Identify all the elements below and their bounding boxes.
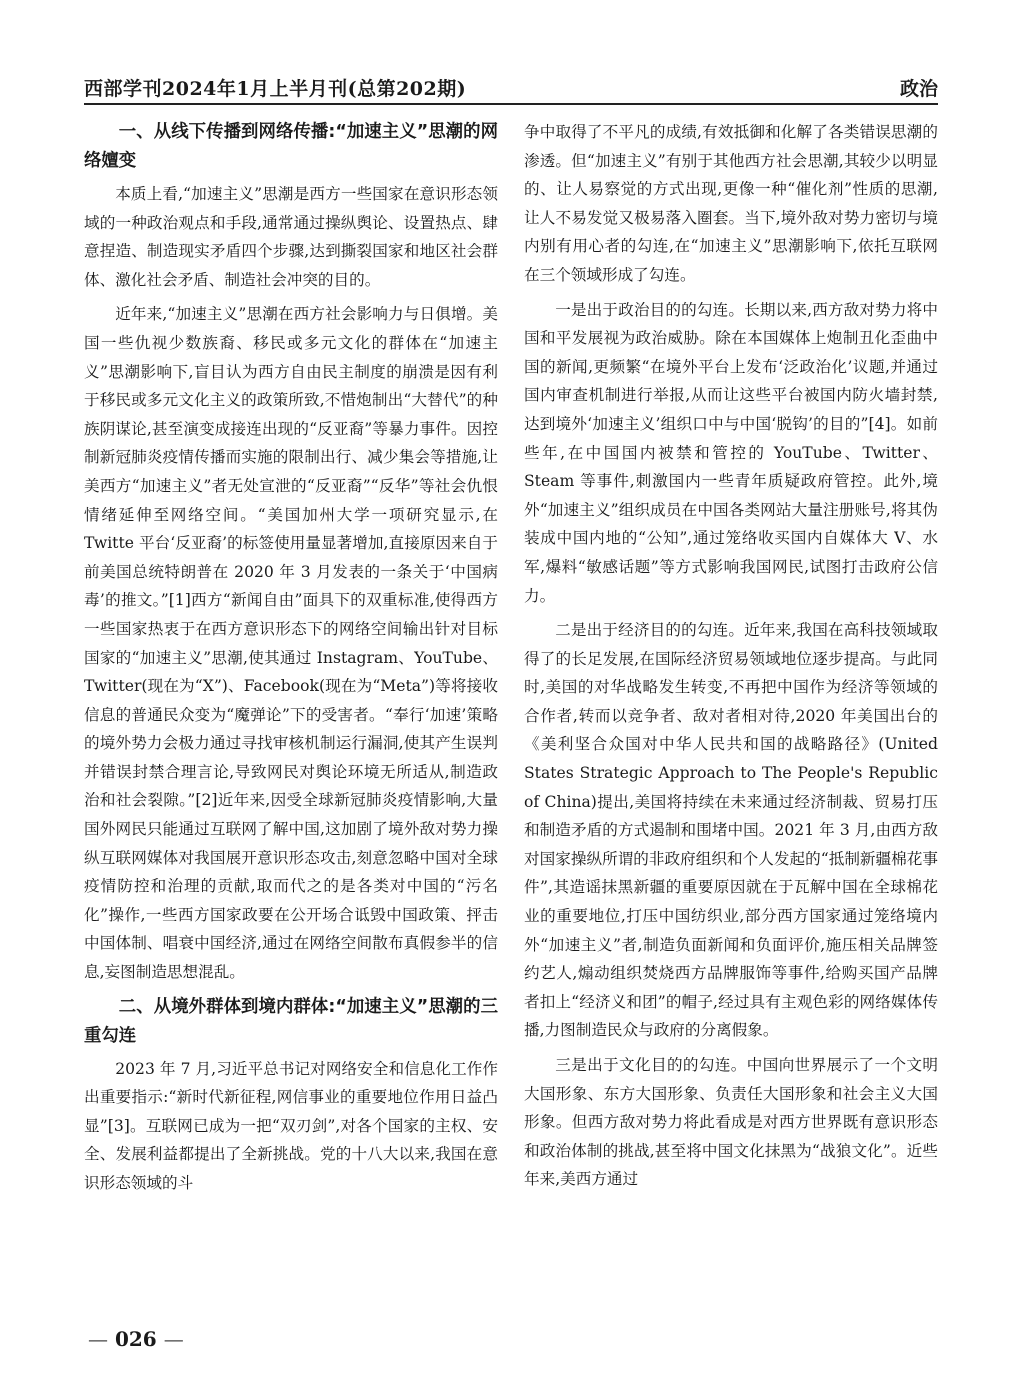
header-rule bbox=[84, 103, 938, 105]
paragraph-continued: 争中取得了不平凡的成绩,有效抵御和化解了各类错误思潮的渗透。但“加速主义”有别于其他西方社会思潮,其较少以明显的、让人易察觉的方式出现,更像一种“催化剂”性质的思潮,让人不易发觉又极易落入圈套。当下,境外敌对势力密切与境内别有用心者的勾连,在“加速主义”思潮影响下,依托互联网在三个领域形成了勾连。 bbox=[524, 123, 938, 284]
paragraph: 二是出于经济目的的勾连。近年来,我国在高科技领域取得了的长足发展,在国际经济贸易领域地位逐步提高。与此同时,美国的对华战略发生转变,不再把中国作为经济等领域的合作者,转而以竞争者、敌对者相对待,2020 年美国出台的《美利坚合众国对中华人民共和国的战略路径》(United States Strategic Approach to The People's Republic of China)提出,美国将持续在未来通过经济制裁、贸易打压和制造矛盾的方式遏制和围堵中国。2021 年 3 月,由西方敌对国家操纵所谓的非政府组织和个人发起的“抵制新疆棉花事件”,其造谣抹黑新疆的重要原因就在于瓦解中国在全球棉花业的重要地位,打压中国纺织业,部分西方国家通过笼络境内外“加速主义”者,制造负面新闻和负面评价,施压相关品牌签约艺人,煽动组织焚烧西方品牌服饰等事件,给购买国产品牌者扣上“经济义和团”的帽子,经过具有主观色彩的网络媒体传播,力图制造民众与政府的分离假象。 bbox=[524, 621, 938, 1040]
page-footer bbox=[88, 1327, 184, 1351]
running-header bbox=[84, 72, 938, 102]
paragraph: 2023 年 7 月,习近平总书记对网络安全和信息化工作作出重要指示:“新时代新征程,网信事业的重要地位作用日益凸显”[3]。互联网已成为一把“双刃剑”,对各个国家的主权、安全、发展利益都提出了全新挑战。党的十八大以来,我国在意识形态领域的斗 bbox=[84, 1059, 498, 1192]
footer-dash-right: — bbox=[163, 1327, 184, 1351]
journal-title: 西部学刊2024年1月上半月刊(总第202期) bbox=[84, 78, 467, 100]
right-column bbox=[524, 118, 938, 1200]
section-name: 政治 bbox=[899, 78, 938, 100]
section-heading-2: 二、从境外群体到境内群体:“加速主义”思潮的三重勾连 bbox=[84, 996, 498, 1046]
left-column bbox=[84, 118, 498, 1204]
footer-dash-left: — bbox=[88, 1327, 108, 1351]
section-heading-1: 一、从线下传播到网络传播:“加速主义”思潮的网络嬗变 bbox=[84, 122, 498, 171]
paragraph: 本质上看,“加速主义”思潮是西方一些国家在意识形态领域的一种政治观点和手段,通常通过操纵舆论、设置热点、肆意捏造、制造现实矛盾四个步骤,达到撕裂国家和地区社会群体、激化社会矛盾、制造社会冲突的目的。 bbox=[84, 185, 498, 289]
paragraph: 近年来,“加速主义”思潮在西方社会影响力与日俱增。美国一些仇视少数族裔、移民或多元文化的群体在“加速主义”思潮影响下,盲目认为西方自由民主制度的崩溃是因有利于移民或多元文化主义的政策所致,不惜炮制出“大替代”的种族阴谋论,甚至演变成接连出现的“反亚裔”等暴力事件。因控制新冠肺炎疫情传播而实施的限制出行、减少集会等措施,让美西方“加速主义”者无处宣泄的“反亚裔”“反华”等社会仇恨情绪延伸至网络空间。“美国加州大学一项研究显示,在 Twitte 平台‘反亚裔’的标签使用量显著增加,直接原因来自于前美国总统特朗普在 2020 年 3 月发表的一条关于‘中国病毒’的推文。”[1]西方“新闻自由”面具下的双重标准,使得西方一些国家热衷于在西方意识形态下的网络空间输出针对目标国家的“加速主义”思潮,使其通过 Instagram、YouTube、Twitter(现在为“X”)、Facebook(现在为“Meta”)等将接收信息的普通民众变为“魔弹论”下的受害者。“奉行‘加速’策略的境外势力会极力通过寻找审核机制运行漏洞,使其产生误判并错误封禁合理言论,导致网民对舆论环境无所适从,制造政治和社会裂隙。”[2]近年来,因受全球新冠肺炎疫情影响,大量国外网民只能通过互联网了解中国,这加剧了境外敌对势力操纵互联网媒体对我国展开意识形态攻击,刻意忽略中国对全球疫情防控和治理的贡献,取而代之的是各类对中国的“污名化”操作,一些西方国家政要在公开场合诋毁中国政策、抨击中国体制、唱衰中国经济,通过在网络空间散布真假参半的信息,妄图制造思想混乱。 bbox=[84, 305, 498, 982]
paragraph: 一是出于政治目的的勾连。长期以来,西方敌对势力将中国和平发展视为政治威胁。除在本国媒体上炮制丑化歪曲中国的新闻,更频繁“在境外平台上发布‘泛政治化’议题,并通过国内审查机制进行举报,从而让这些平台被国内防火墙封禁,达到境外‘加速主义’组织口中与中国‘脱钩’的目的”[4]。如前些年,在中国国内被禁和管控的 YouTube、Twitter、Steam 等事件,刺激国内一些青年质疑政府管控。此外,境外“加速主义”组织成员在中国各类网站大量注册账号,将其伪装成中国内地的“公知”,通过笼络收买国内自媒体大 V、水军,爆料“敏感话题”等方式影响我国网民,试图打击政府公信力。 bbox=[524, 300, 938, 605]
paragraph: 三是出于文化目的的勾连。中国向世界展示了一个文明大国形象、东方大国形象、负责任大国形象和社会主义大国形象。但西方敌对势力将此看成是对西方世界既有意识形态和政治体制的挑战,甚至将中国文化抹黑为“战狼文化”。近些年来,美西方通过 bbox=[524, 1056, 938, 1189]
page-number: 026 bbox=[114, 1327, 157, 1351]
